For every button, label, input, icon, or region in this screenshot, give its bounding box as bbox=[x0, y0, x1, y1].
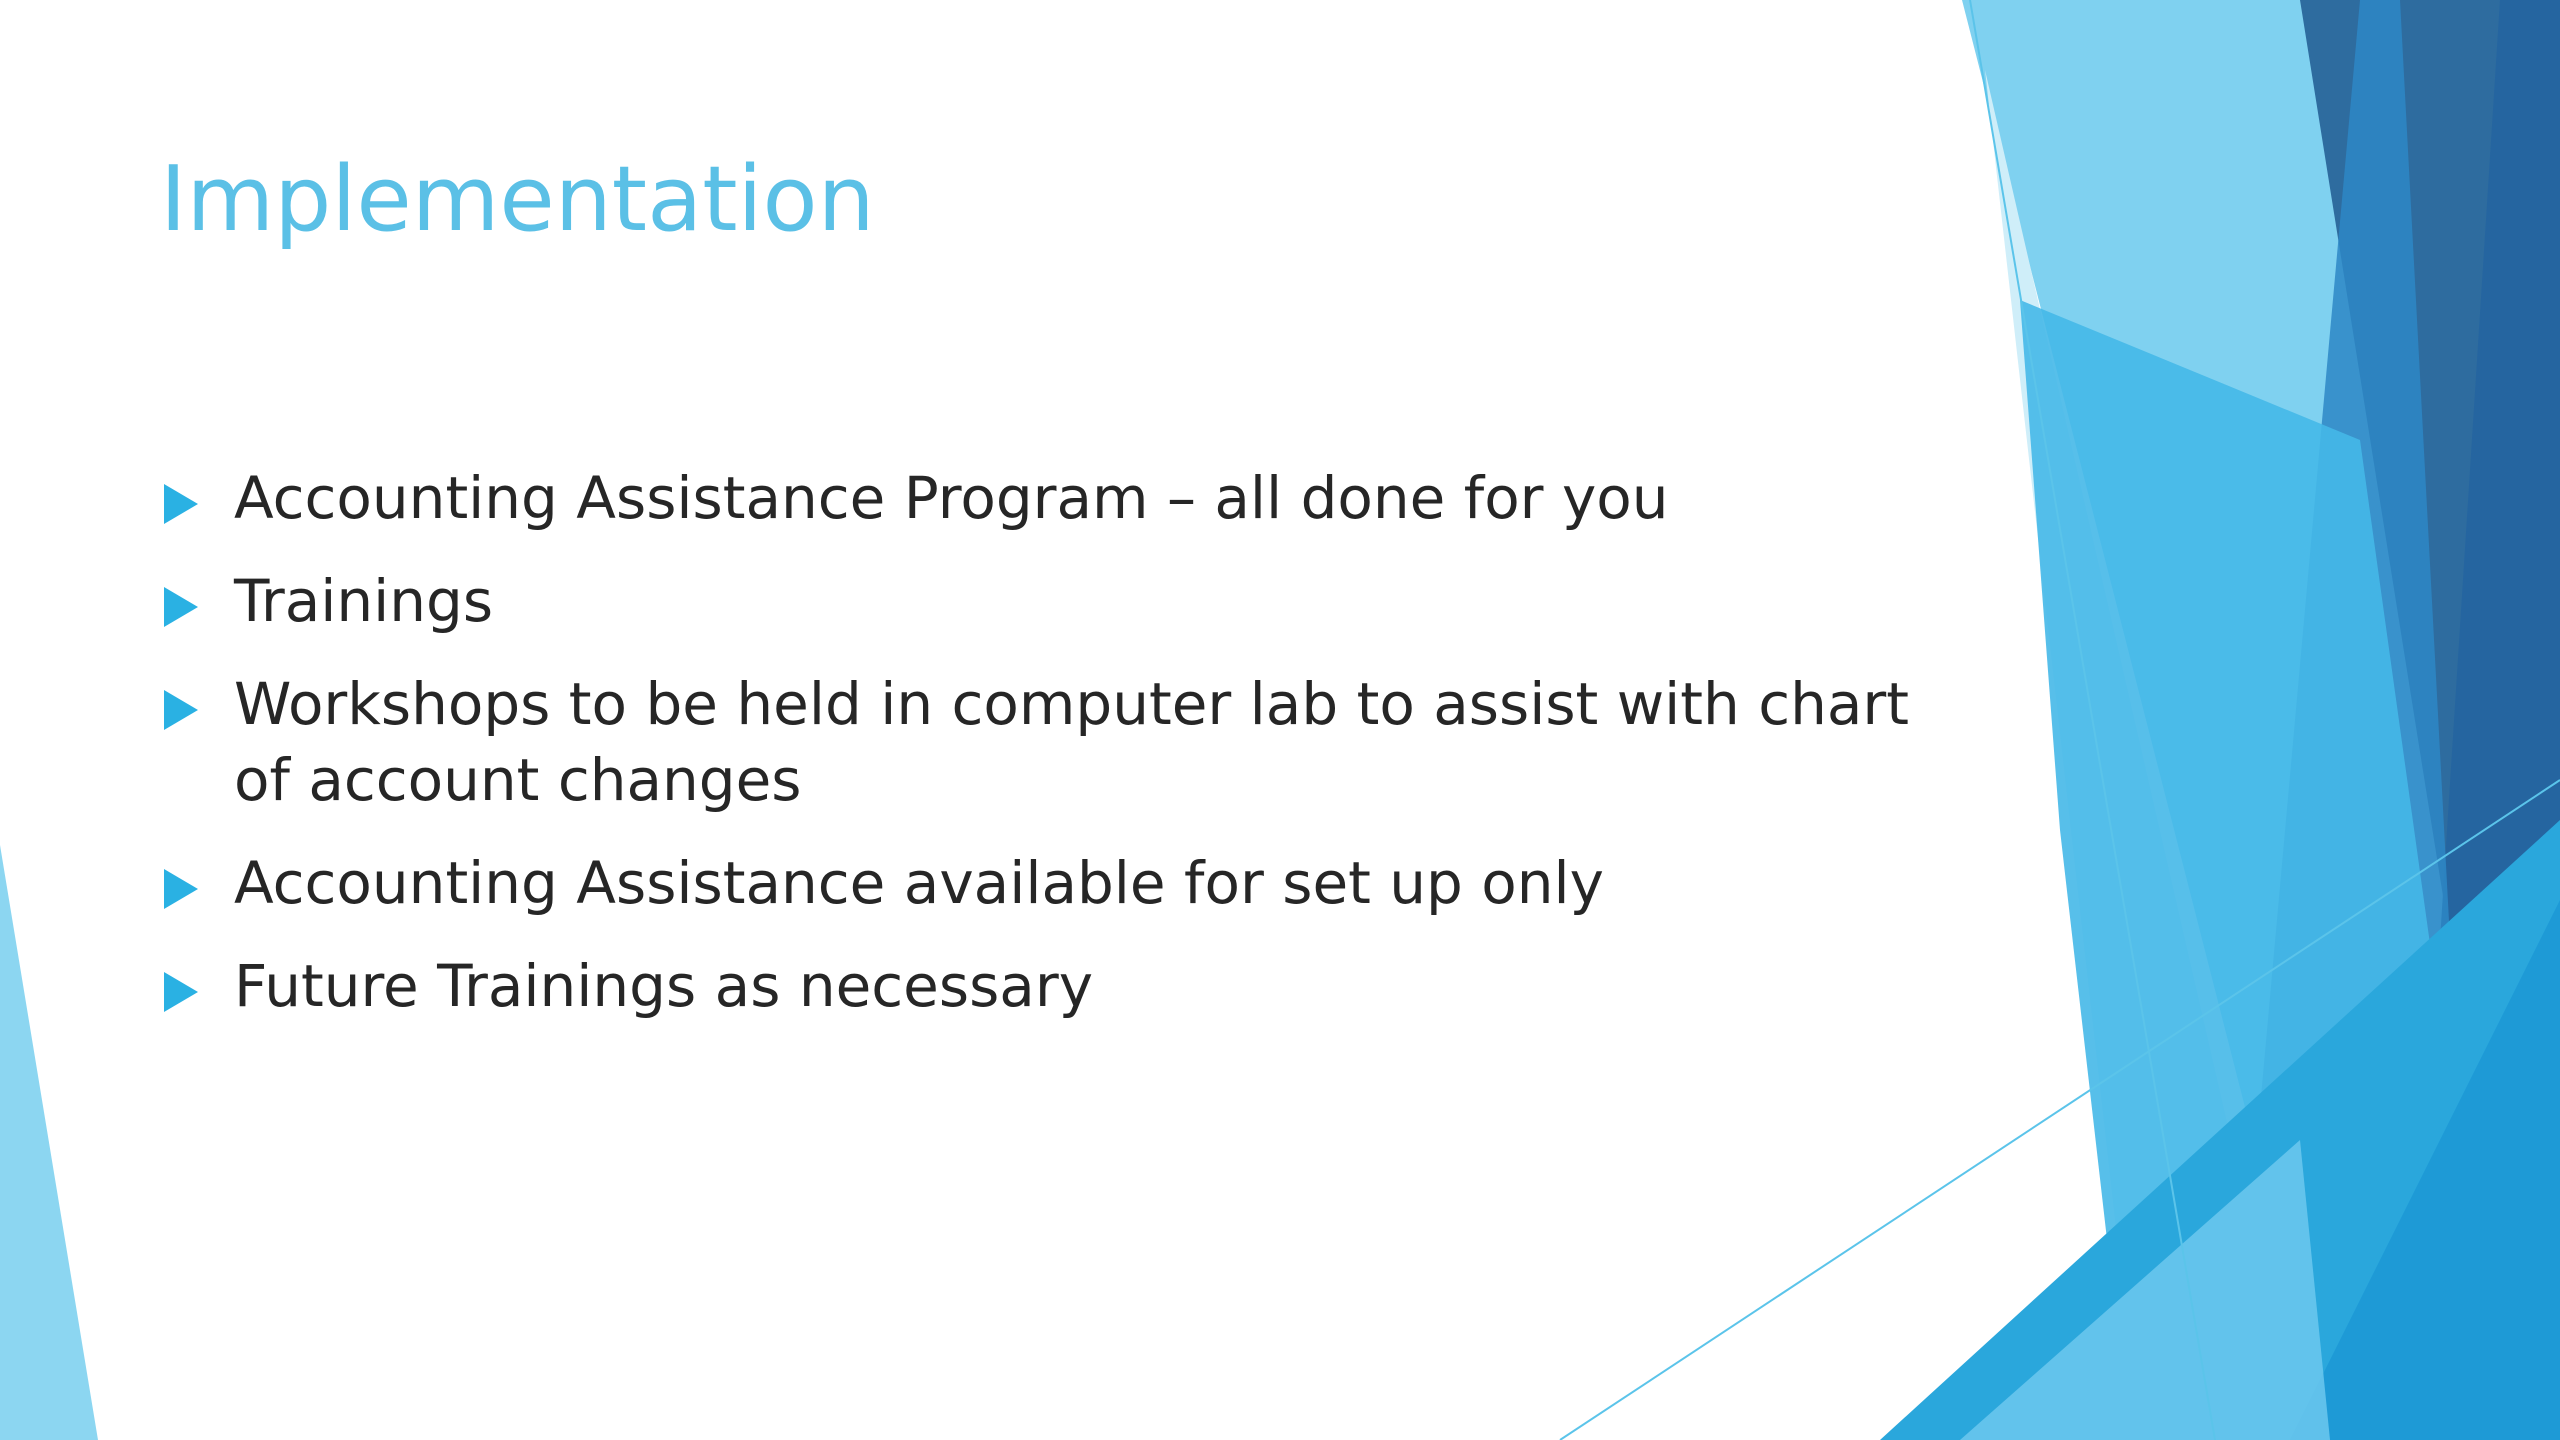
left-facet bbox=[0, 845, 98, 1440]
bullet-list bbox=[160, 460, 1920, 1051]
bullet-text: Workshops to be held in computer lab to assist with chart of account changes bbox=[234, 670, 1910, 814]
bullet-item bbox=[160, 845, 1920, 921]
bullet-text: Trainings bbox=[234, 567, 494, 635]
bullet-item bbox=[160, 460, 1920, 536]
triangle-right-icon bbox=[164, 690, 198, 730]
bullet-item bbox=[160, 563, 1920, 639]
slide-title: Implementation bbox=[160, 147, 875, 252]
bullet-text: Accounting Assistance available for set up only bbox=[234, 849, 1604, 917]
bullet-item bbox=[160, 948, 1920, 1024]
triangle-right-icon bbox=[164, 587, 198, 627]
bullet-item bbox=[160, 666, 1920, 818]
bullet-text: Accounting Assistance Program – all done for you bbox=[234, 464, 1669, 532]
triangle-right-icon bbox=[164, 869, 198, 909]
bullet-text: Future Trainings as necessary bbox=[234, 952, 1094, 1020]
triangle-right-icon bbox=[164, 972, 198, 1012]
triangle-right-icon bbox=[164, 484, 198, 524]
